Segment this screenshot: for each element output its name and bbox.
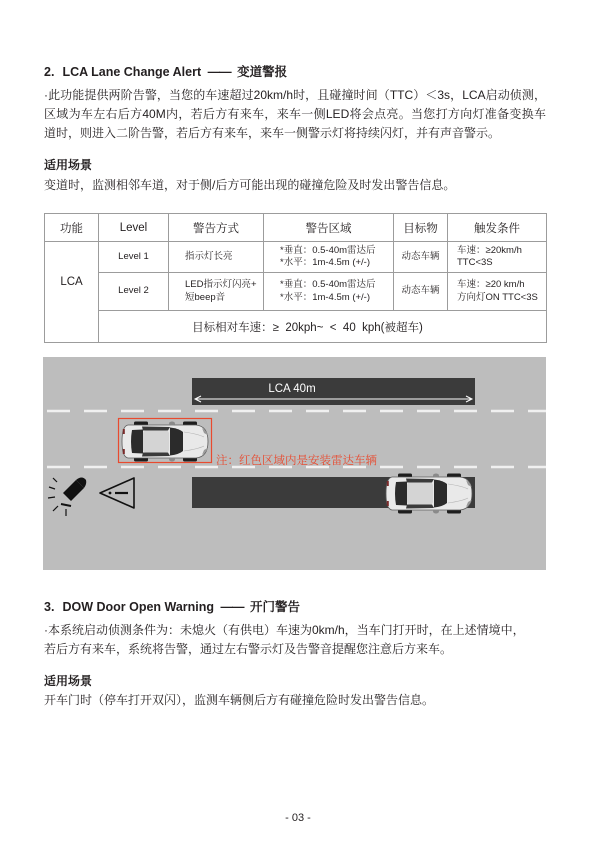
dow-description-line: ·本系统启动侦测条件为：未熄火（有供电）车速为0km/h，当车门打开时，在上述情境中，: [44, 623, 525, 637]
warning-method-line: 指示灯长亮: [185, 250, 233, 262]
lca-heading-title-zh: 变道警报: [237, 65, 288, 79]
lca-description-line: 区域为车左右后方40M内，若后方有来车，来车一侧LED将会点亮。当您打方向灯准备变换车: [44, 107, 546, 121]
radar-vehicle-note: 注：红色区域内是安装雷达车辆: [216, 455, 377, 467]
dow-heading-number: 3.: [44, 600, 55, 614]
warning-zone-line: *垂直：0.5-40m雷达后: [280, 244, 376, 256]
table-row: [45, 242, 547, 273]
lca-scenario-text: 变道时，监测相邻车道，对于侧/后方可能出现的碰撞危险及时发出警告信息。: [44, 178, 456, 192]
trigger-line: 车速：≥20 km/h: [457, 279, 525, 290]
level-cell: Level 1: [99, 242, 169, 273]
dow-heading-dash: ——: [220, 600, 244, 614]
warning-method-line: LED指示灯闪亮+: [185, 279, 257, 290]
lca-heading: [44, 64, 546, 80]
table-header-warning-method: 警告方式: [169, 214, 264, 242]
table-row: [45, 273, 547, 311]
warning-method-cell: [169, 273, 264, 311]
radar-vehicle: [122, 422, 208, 462]
table-header-function: 功能: [45, 214, 99, 242]
dow-heading-title-zh: 开门警告: [250, 600, 301, 614]
table-footer-row: [45, 311, 547, 343]
warning-method-cell: [169, 242, 264, 273]
lca-description-line: ·此功能提供两阶告警，当您的车速超过20km/h时，且碰撞时间（TTC）＜3s，LCA启动侦测，: [44, 88, 546, 102]
dow-description-line: 若后方有来车，系统将告警，通过左右警示灯及告警音提醒您注意后方来车。: [44, 642, 453, 656]
warning-zone-cell: [264, 273, 394, 311]
warning-zone-cell: [264, 242, 394, 273]
trigger-line: 车速：≥20km/h: [457, 244, 522, 256]
dow-heading: [44, 599, 546, 615]
trigger-cell: [448, 273, 547, 311]
dow-scenario-text: 开车门时（停车打开双闪），监测车辆侧后方有碰撞危险时发出警告信息。: [44, 693, 435, 707]
lca-scenario-heading: 适用场景: [44, 158, 93, 172]
lca-heading-title: LCA Lane Change Alert: [62, 65, 202, 79]
lca-zone-upper: [192, 378, 475, 405]
table-header-target: 目标物: [394, 214, 448, 242]
lca-description-line: 道时，则进入二阶告警，若后方有来车，来车一侧警示灯将持续闪灯，并有声音警示。: [44, 126, 501, 140]
lca-spec-table: [44, 213, 547, 343]
trigger-line: 方向灯ON TTC<3S: [457, 291, 538, 303]
lca-description: [44, 86, 546, 143]
table-header-trigger: 触发条件: [448, 214, 547, 242]
page-number: - 03 -: [285, 812, 311, 824]
lca-illustration: [43, 357, 546, 570]
table-header-row: [45, 214, 547, 242]
approaching-vehicle: [386, 474, 472, 514]
warning-method-line: 短beep音: [185, 291, 226, 303]
lca-zone-label: LCA 40m: [268, 383, 316, 395]
warning-zone-line: *垂直：0.5-40m雷达后: [280, 279, 376, 290]
warning-zone-line: *水平：1m-4.5m (+/-): [280, 257, 370, 268]
dow-scenario-heading: 适用场景: [44, 674, 93, 688]
trigger-line: TTC<3S: [457, 257, 493, 268]
target-cell: 动态车辆: [394, 273, 448, 311]
dow-heading-title: DOW Door Open Warning: [62, 600, 215, 614]
target-cell: 动态车辆: [394, 242, 448, 273]
warning-zone-line: *水平：1m-4.5m (+/-): [280, 291, 370, 303]
level-cell: Level 2: [99, 273, 169, 311]
table-header-warning-zone: 警告区域: [264, 214, 394, 242]
table-header-level: Level: [99, 214, 169, 242]
relative-speed-condition: 目标相对车速：≥ 20kph~ < 40 kph(被超车): [99, 311, 547, 343]
dow-description: [44, 621, 546, 659]
lca-heading-number: 2.: [44, 65, 55, 79]
lca-heading-dash: ——: [207, 65, 231, 79]
trigger-cell: [448, 242, 547, 273]
function-cell: LCA: [45, 242, 99, 343]
